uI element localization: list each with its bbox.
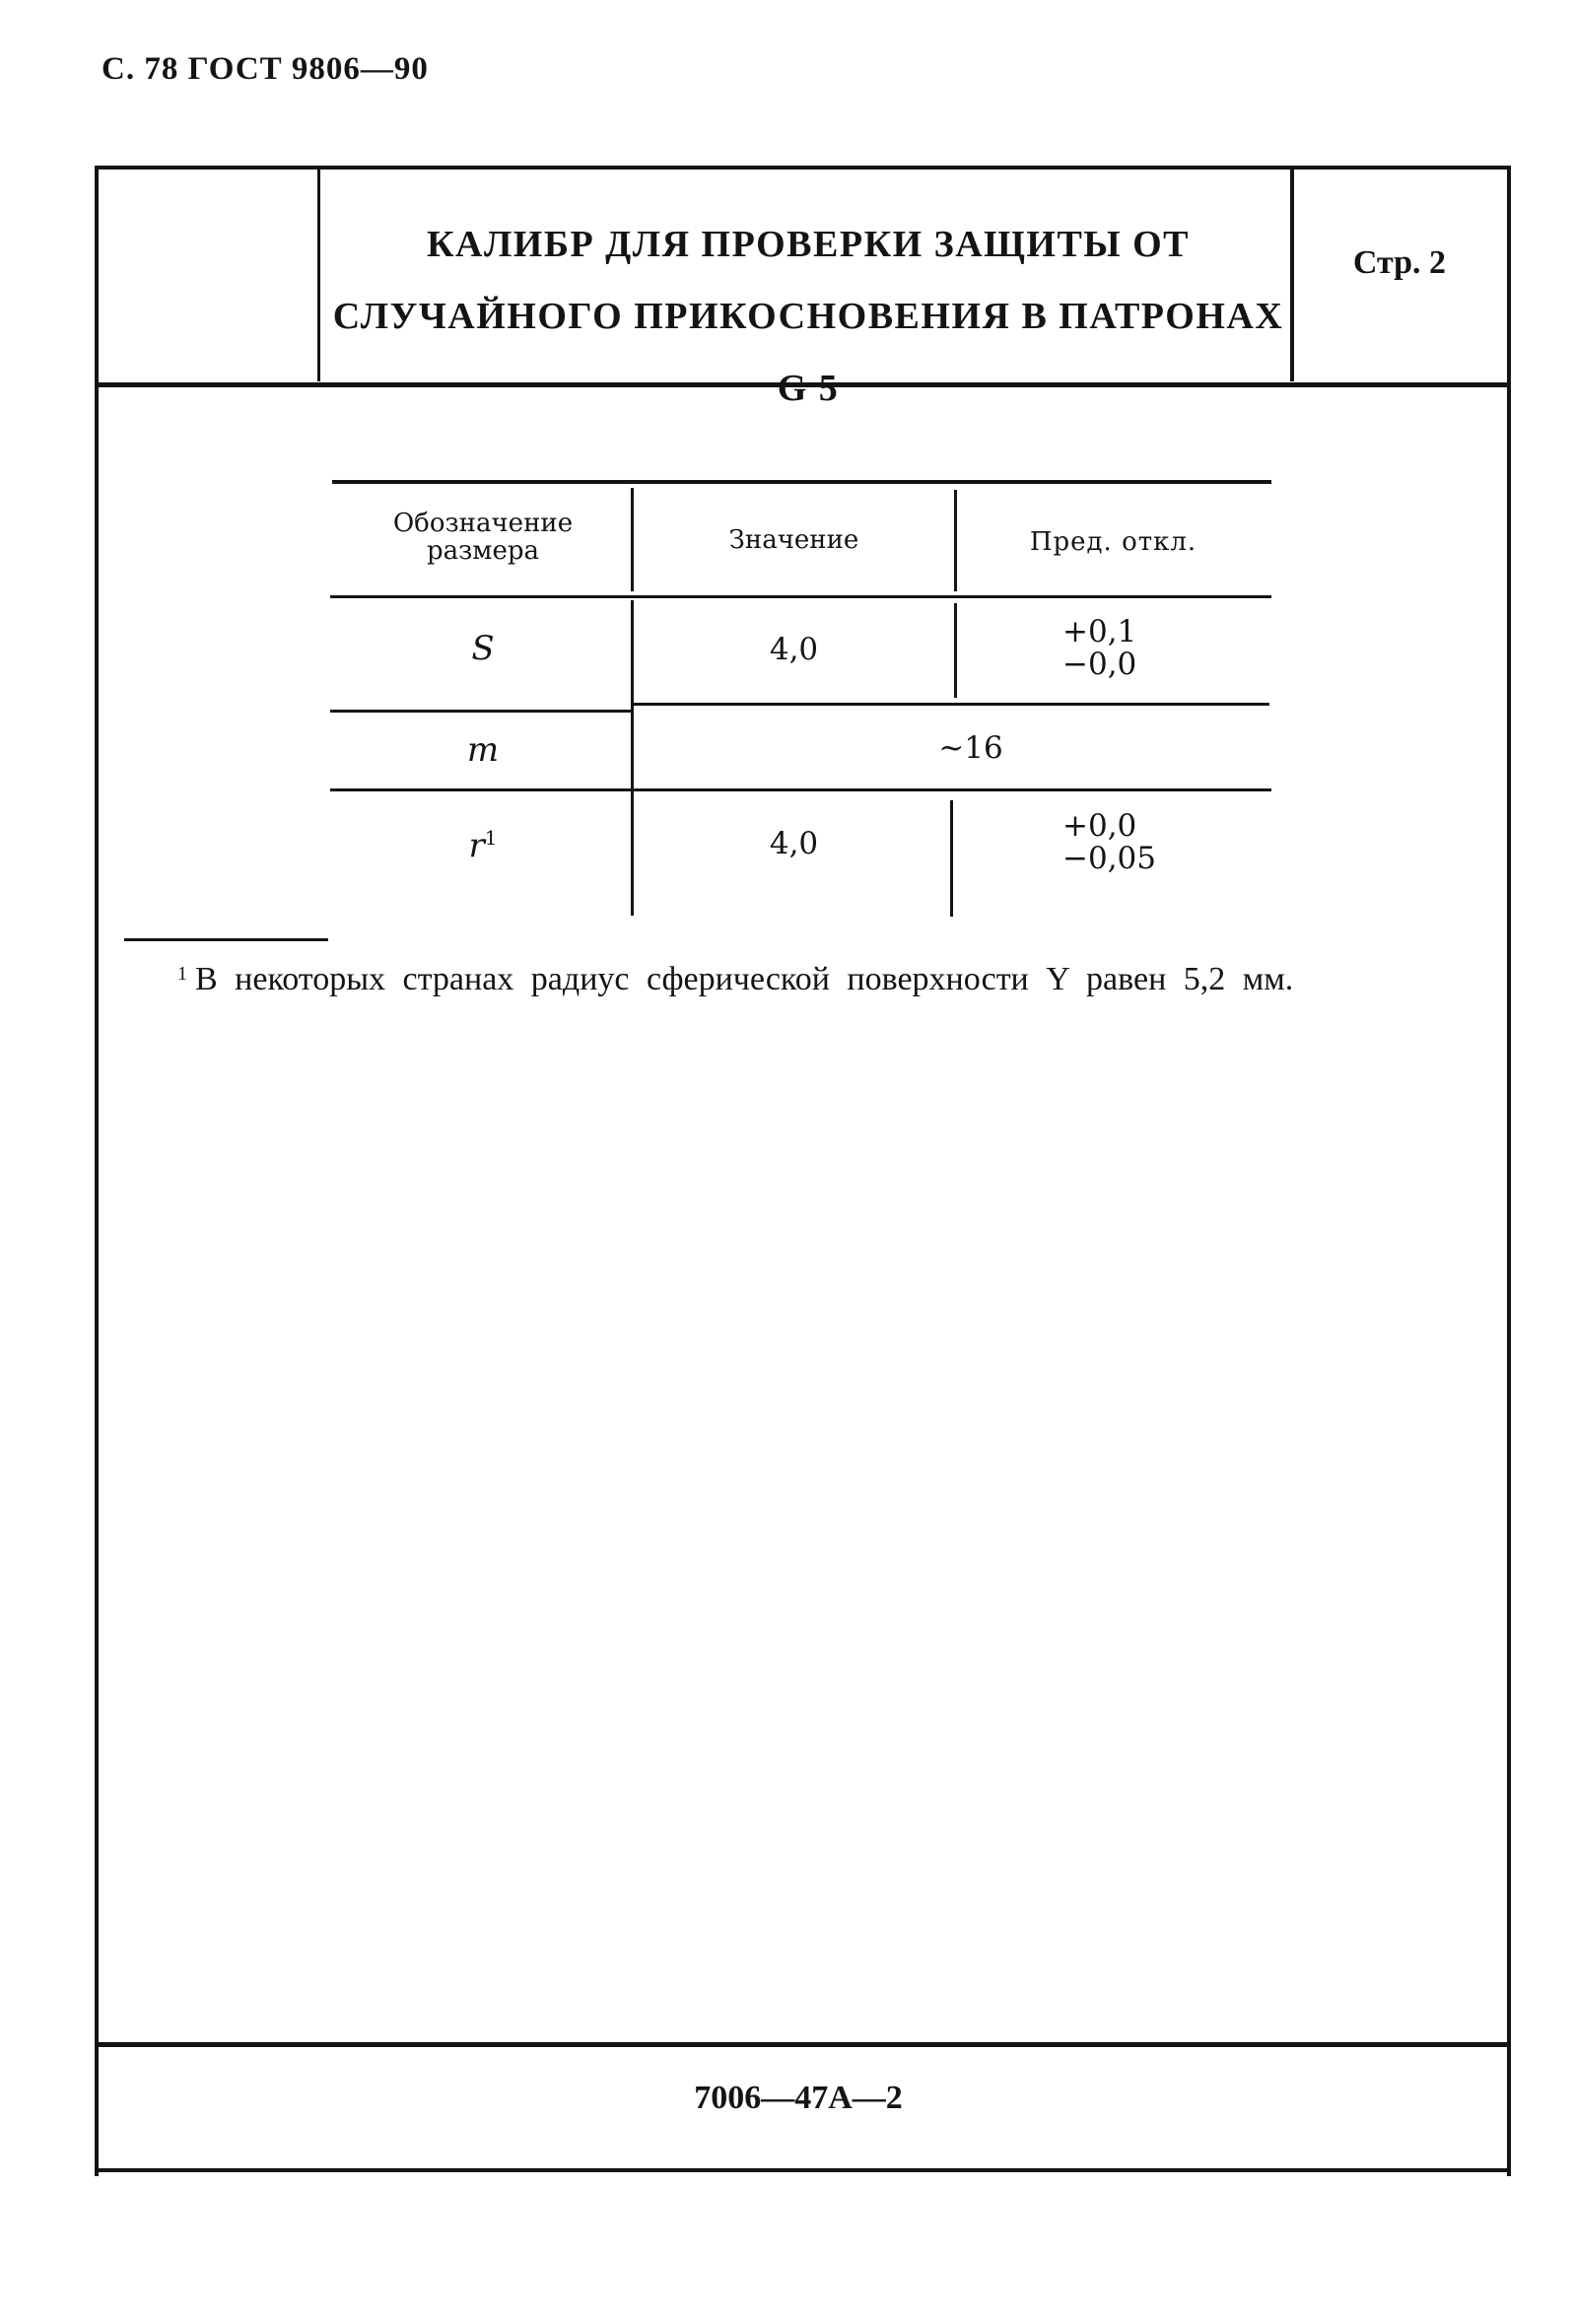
sheet-title-line1: КАЛИБР ДЛЯ ПРОВЕРКИ ЗАЩИТЫ ОТ (426, 224, 1191, 265)
bottom-block-rule (99, 2042, 1507, 2047)
row-symbol (335, 826, 631, 865)
sheet-title (325, 209, 1291, 425)
header-designation (335, 510, 631, 565)
row-value: 4,0 (769, 632, 819, 667)
sheet-page-label: Стр. 2 (1352, 244, 1447, 281)
page-header: С. 78 ГОСТ 9806—90 (102, 51, 429, 87)
footnote-ref: 1 (484, 826, 498, 850)
footnote-text: В некоторых странах радиус сферической поверхности Y равен 5,2 мм. (195, 961, 1294, 997)
header-value: Значение (728, 525, 859, 555)
footnote-separator (124, 938, 328, 941)
row-tolerance (1062, 810, 1156, 875)
table-row-rule (330, 710, 634, 713)
title-left-divider (317, 170, 320, 381)
tol-upper: +0,0 (1062, 808, 1137, 844)
row-value-merged: ~16 (938, 730, 1003, 766)
row-symbol-letter: r (468, 826, 485, 866)
footnote-marker: 1 (177, 963, 187, 985)
tol-lower: −0,05 (1062, 841, 1156, 876)
frame-bottom-border (95, 2168, 1511, 2172)
tol-lower: −0,0 (1062, 647, 1137, 682)
header-designation-line2: размера (426, 536, 540, 566)
sheet-title-line2: СЛУЧАЙНОГО ПРИКОСНОВЕНИЯ В ПАТРОНАХ G 5 (332, 296, 1284, 409)
frame-left-border (95, 166, 99, 2176)
footnote (177, 961, 1459, 998)
frame-top-border (99, 166, 1510, 170)
table-row-rule (634, 703, 1269, 706)
row-value: 4,0 (769, 826, 819, 861)
frame-right-border (1507, 166, 1511, 2176)
header-designation-line1: Обозначение (392, 509, 574, 538)
drawing-designation: 7006—47А—2 (694, 2080, 903, 2116)
table-row-rule (330, 788, 1271, 791)
tol-upper: +0,1 (1062, 614, 1137, 649)
row-tolerance (1062, 616, 1136, 681)
row-symbol: S (471, 629, 495, 668)
row-symbol: m (466, 730, 500, 770)
header-tolerance: Пред. откл. (1029, 527, 1197, 557)
table-top-rule (332, 480, 1271, 484)
table-header-rule (330, 595, 1271, 598)
table-col-divider (954, 603, 957, 698)
